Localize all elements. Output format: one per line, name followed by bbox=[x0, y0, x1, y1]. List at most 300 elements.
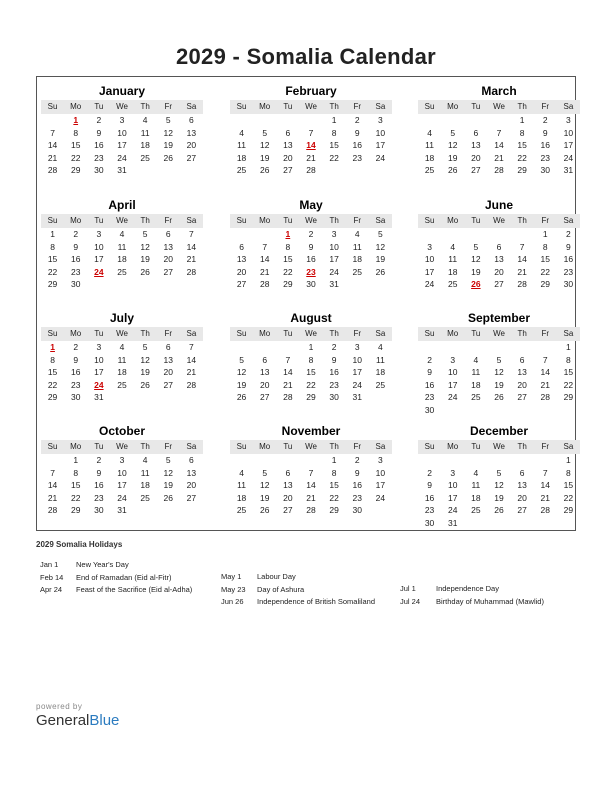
holiday-day: 14 bbox=[306, 140, 316, 150]
day-cell: 12 bbox=[494, 480, 504, 490]
weekday-label: Mo bbox=[447, 442, 459, 451]
week-row bbox=[41, 379, 203, 392]
day-cell: 16 bbox=[563, 254, 574, 264]
day-cell: 28 bbox=[186, 379, 197, 390]
holiday-day: 1 bbox=[50, 342, 55, 352]
holiday-date: Jul 1 bbox=[400, 584, 416, 593]
week-row bbox=[41, 266, 203, 279]
day-cell: 27 bbox=[186, 152, 197, 163]
day-cell: 12 bbox=[163, 127, 173, 138]
week-row bbox=[418, 467, 580, 480]
day-cell: 7 bbox=[542, 467, 548, 478]
day-cell: 23 bbox=[70, 266, 81, 277]
day-cell: 11 bbox=[117, 354, 127, 365]
day-cell: 7 bbox=[285, 354, 291, 365]
day-cell: 8 bbox=[542, 241, 548, 252]
month-october bbox=[41, 423, 203, 517]
day-cell: 31 bbox=[117, 165, 127, 175]
day-cell: 17 bbox=[329, 254, 339, 264]
day-cell: 15 bbox=[517, 140, 527, 150]
weekday-label: Mo bbox=[259, 442, 271, 451]
weekday-label: Fr bbox=[541, 102, 550, 111]
day-cell: 13 bbox=[471, 140, 481, 150]
day-cell: 10 bbox=[117, 467, 127, 478]
empty-cell bbox=[87, 278, 110, 291]
weekday-label: Sa bbox=[563, 216, 574, 225]
weekday-label: Mo bbox=[259, 102, 271, 111]
day-cell: 3 bbox=[96, 229, 102, 239]
page-title: 2029 - Somalia Calendar bbox=[175, 44, 437, 69]
day-cell: 2 bbox=[96, 115, 102, 125]
day-cell: 2 bbox=[331, 342, 337, 352]
day-cell: 30 bbox=[94, 505, 104, 515]
day-cell: 26 bbox=[163, 492, 173, 503]
day-cell: 24 bbox=[375, 152, 386, 163]
week-row bbox=[230, 164, 392, 177]
day-cell: 6 bbox=[262, 354, 268, 365]
empty-cell bbox=[487, 228, 510, 241]
day-cell: 26 bbox=[259, 165, 270, 175]
holiday-column bbox=[221, 571, 375, 609]
day-cell: 5 bbox=[262, 127, 268, 138]
day-cell: 4 bbox=[119, 342, 125, 352]
day-cell: 16 bbox=[352, 140, 362, 150]
day-cell: 14 bbox=[186, 241, 197, 252]
day-cell: 4 bbox=[142, 115, 148, 125]
day-cell: 12 bbox=[494, 367, 504, 377]
month-name: April bbox=[108, 198, 136, 212]
day-cell: 5 bbox=[450, 127, 456, 138]
day-cell: 23 bbox=[329, 379, 339, 390]
holiday-day: 24 bbox=[94, 266, 104, 277]
day-cell: 11 bbox=[471, 367, 481, 377]
empty-cell bbox=[464, 228, 487, 241]
weekday-label: We bbox=[116, 102, 128, 111]
holiday-name: Independence Day bbox=[436, 584, 499, 593]
month-january bbox=[41, 83, 203, 177]
week-row bbox=[418, 366, 580, 379]
weekday-label: Fr bbox=[353, 216, 362, 225]
empty-cell bbox=[441, 341, 464, 354]
day-cell: 21 bbox=[47, 492, 58, 503]
empty-cell bbox=[534, 404, 557, 417]
holiday-name: Feast of the Sacrifice (Eid al-Adha) bbox=[76, 585, 193, 594]
empty-cell bbox=[110, 278, 133, 291]
day-cell: 19 bbox=[140, 254, 150, 264]
month-name: May bbox=[299, 198, 323, 212]
day-cell: 29 bbox=[563, 505, 574, 515]
week-row bbox=[230, 504, 392, 517]
holiday-row bbox=[221, 596, 375, 609]
day-cell: 13 bbox=[517, 367, 527, 377]
month-april bbox=[41, 197, 203, 291]
day-cell: 17 bbox=[424, 266, 435, 277]
weekday-label: Mo bbox=[447, 329, 459, 338]
empty-cell bbox=[418, 341, 441, 354]
weekday-label: Tu bbox=[283, 442, 293, 451]
day-cell: 31 bbox=[94, 392, 104, 402]
weekday-label: Sa bbox=[186, 102, 197, 111]
day-cell: 24 bbox=[375, 492, 386, 503]
day-cell: 9 bbox=[542, 127, 548, 138]
day-cell: 19 bbox=[375, 254, 386, 264]
day-cell: 12 bbox=[375, 241, 386, 252]
empty-cell bbox=[511, 341, 534, 354]
day-cell: 30 bbox=[306, 279, 316, 289]
day-cell: 15 bbox=[47, 367, 58, 377]
day-cell: 20 bbox=[163, 367, 173, 377]
empty-cell bbox=[41, 114, 64, 127]
day-cell: 1 bbox=[566, 342, 571, 352]
month-name: October bbox=[98, 424, 145, 438]
day-cell: 10 bbox=[375, 467, 386, 478]
empty-cell bbox=[369, 504, 392, 517]
day-cell: 7 bbox=[308, 467, 314, 478]
day-cell: 17 bbox=[94, 254, 104, 264]
weekday-label: Sa bbox=[563, 102, 574, 111]
day-cell: 27 bbox=[494, 279, 504, 289]
weekday-label: We bbox=[305, 216, 317, 225]
week-row bbox=[41, 114, 203, 127]
day-cell: 1 bbox=[308, 342, 314, 352]
day-cell: 19 bbox=[163, 140, 173, 150]
day-cell: 22 bbox=[517, 152, 527, 163]
week-row bbox=[41, 278, 203, 291]
weekday-label: Su bbox=[236, 216, 247, 225]
empty-cell bbox=[557, 517, 580, 530]
day-cell: 25 bbox=[140, 152, 150, 163]
day-cell: 2 bbox=[308, 229, 314, 239]
weekday-label: We bbox=[493, 102, 505, 111]
day-cell: 21 bbox=[259, 266, 270, 277]
empty-cell bbox=[511, 228, 534, 241]
day-cell: 8 bbox=[566, 467, 571, 478]
day-cell: 7 bbox=[50, 467, 55, 478]
empty-cell bbox=[157, 164, 180, 177]
day-cell: 27 bbox=[283, 505, 293, 515]
day-cell: 11 bbox=[237, 140, 246, 150]
day-cell: 25 bbox=[117, 379, 127, 390]
day-cell: 27 bbox=[517, 392, 527, 402]
weekday-label: Sa bbox=[563, 442, 574, 451]
day-cell: 7 bbox=[308, 127, 314, 138]
weekday-header bbox=[41, 327, 203, 341]
weekday-label: Mo bbox=[259, 216, 271, 225]
weekday-label: We bbox=[305, 329, 317, 338]
day-cell: 26 bbox=[140, 379, 150, 390]
month-may bbox=[230, 197, 392, 291]
day-cell: 27 bbox=[163, 379, 173, 390]
holiday-row bbox=[221, 584, 375, 597]
holiday-name: End of Ramadan (Eid al-Fitr) bbox=[76, 572, 172, 582]
empty-cell bbox=[534, 454, 557, 467]
month-name: June bbox=[484, 198, 513, 212]
week-row bbox=[418, 391, 580, 404]
week-row bbox=[230, 391, 392, 404]
week-row bbox=[230, 253, 392, 266]
empty-cell bbox=[276, 454, 299, 467]
empty-cell bbox=[534, 341, 557, 354]
day-cell: 7 bbox=[496, 127, 502, 138]
day-cell: 20 bbox=[471, 152, 481, 163]
day-cell: 13 bbox=[186, 127, 197, 138]
week-row bbox=[418, 241, 580, 254]
holiday-row bbox=[40, 584, 192, 597]
day-cell: 6 bbox=[189, 455, 194, 465]
weekday-label: We bbox=[305, 102, 317, 111]
day-cell: 14 bbox=[540, 480, 550, 490]
day-cell: 6 bbox=[189, 115, 194, 125]
day-cell: 18 bbox=[471, 379, 481, 390]
day-cell: 4 bbox=[473, 467, 479, 478]
month-september bbox=[418, 310, 580, 416]
weekday-label: Su bbox=[236, 329, 247, 338]
day-cell: 24 bbox=[447, 505, 458, 515]
day-cell: 24 bbox=[329, 266, 339, 277]
day-cell: 12 bbox=[259, 480, 270, 490]
day-cell: 9 bbox=[73, 354, 79, 365]
empty-cell bbox=[418, 454, 441, 467]
empty-cell bbox=[441, 404, 464, 417]
empty-cell bbox=[441, 454, 464, 467]
day-cell: 9 bbox=[427, 367, 432, 377]
weekday-header bbox=[418, 100, 580, 114]
day-cell: 21 bbox=[540, 492, 550, 503]
day-cell: 6 bbox=[285, 127, 291, 138]
day-cell: 3 bbox=[378, 455, 383, 465]
weekday-label: Fr bbox=[164, 216, 173, 225]
day-cell: 26 bbox=[494, 392, 504, 402]
day-cell: 19 bbox=[163, 480, 173, 490]
weekday-label: Sa bbox=[186, 442, 197, 451]
weekday-label: Th bbox=[329, 329, 339, 338]
day-cell: 23 bbox=[94, 492, 104, 503]
day-cell: 10 bbox=[94, 354, 104, 365]
holiday-name: Birthday of Muhammad (Mawlid) bbox=[436, 596, 544, 606]
weekday-label: Mo bbox=[70, 102, 82, 111]
day-cell: 18 bbox=[424, 152, 435, 163]
month-name: July bbox=[109, 311, 134, 325]
day-cell: 8 bbox=[308, 354, 314, 365]
week-row bbox=[41, 228, 203, 241]
month-august bbox=[230, 310, 392, 404]
holiday-name: New Year's Day bbox=[76, 560, 129, 569]
week-row bbox=[41, 127, 203, 140]
weekday-label: We bbox=[493, 329, 505, 338]
holidays-title: 2029 Somalia Holidays bbox=[36, 540, 123, 549]
day-cell: 29 bbox=[47, 392, 58, 402]
week-row bbox=[41, 152, 203, 165]
empty-cell bbox=[41, 454, 64, 467]
month-name: January bbox=[98, 84, 146, 98]
month-name: November bbox=[281, 424, 341, 438]
weekday-label: Sa bbox=[375, 216, 386, 225]
weekday-label: Th bbox=[140, 102, 150, 111]
holiday-date: Jul 24 bbox=[400, 596, 421, 606]
weekday-header bbox=[230, 100, 392, 114]
day-cell: 4 bbox=[473, 354, 479, 365]
day-cell: 12 bbox=[259, 140, 270, 150]
week-row bbox=[41, 139, 203, 152]
weekday-label: Sa bbox=[375, 442, 386, 451]
weekday-label: Th bbox=[329, 102, 339, 111]
holiday-date: Apr 24 bbox=[40, 585, 63, 594]
holiday-day: 23 bbox=[306, 266, 316, 277]
weekday-label: Su bbox=[236, 102, 247, 111]
day-cell: 19 bbox=[494, 492, 504, 503]
day-cell: 23 bbox=[352, 152, 362, 163]
day-cell: 13 bbox=[259, 367, 270, 377]
day-cell: 17 bbox=[117, 480, 127, 490]
day-cell: 29 bbox=[306, 392, 316, 402]
day-cell: 5 bbox=[496, 467, 502, 478]
holiday-column bbox=[400, 583, 544, 608]
day-cell: 28 bbox=[494, 165, 504, 175]
day-cell: 5 bbox=[165, 455, 171, 465]
empty-cell bbox=[180, 391, 203, 404]
day-cell: 20 bbox=[283, 152, 293, 163]
week-row bbox=[230, 467, 392, 480]
day-cell: 24 bbox=[447, 392, 458, 402]
day-cell: 19 bbox=[259, 492, 270, 503]
week-row bbox=[41, 164, 203, 177]
day-cell: 25 bbox=[471, 392, 481, 402]
day-cell: 16 bbox=[329, 367, 339, 377]
weekday-label: Fr bbox=[164, 329, 173, 338]
weekday-label: Su bbox=[47, 102, 58, 111]
day-cell: 28 bbox=[517, 279, 527, 289]
week-row bbox=[230, 114, 392, 127]
day-cell: 2 bbox=[427, 467, 432, 478]
empty-cell bbox=[323, 164, 346, 177]
day-cell: 13 bbox=[163, 241, 173, 252]
day-cell: 3 bbox=[119, 455, 125, 465]
day-cell: 2 bbox=[566, 229, 571, 239]
day-cell: 25 bbox=[117, 266, 127, 277]
day-cell: 29 bbox=[329, 505, 339, 515]
day-cell: 13 bbox=[283, 140, 293, 150]
month-name: March bbox=[481, 84, 517, 98]
day-cell: 5 bbox=[142, 342, 148, 352]
day-cell: 6 bbox=[285, 467, 291, 478]
day-cell: 8 bbox=[50, 354, 55, 365]
day-cell: 2 bbox=[73, 229, 79, 239]
day-cell: 7 bbox=[189, 342, 194, 352]
day-cell: 2 bbox=[96, 455, 102, 465]
week-row bbox=[41, 354, 203, 367]
empty-cell bbox=[230, 454, 253, 467]
week-row bbox=[418, 504, 580, 517]
day-cell: 7 bbox=[519, 241, 525, 252]
holiday-row bbox=[400, 583, 544, 596]
day-cell: 3 bbox=[427, 241, 432, 252]
holiday-date: Jan 1 bbox=[40, 560, 59, 569]
weekday-label: Su bbox=[47, 216, 58, 225]
weekday-header bbox=[230, 440, 392, 454]
day-cell: 1 bbox=[566, 455, 571, 465]
day-cell: 30 bbox=[70, 392, 81, 402]
day-cell: 5 bbox=[142, 229, 148, 239]
day-cell: 21 bbox=[186, 254, 197, 264]
empty-cell bbox=[464, 341, 487, 354]
holiday-row bbox=[221, 571, 375, 584]
day-cell: 26 bbox=[447, 165, 458, 175]
weekday-label: Tu bbox=[283, 216, 293, 225]
generalblue-logo[interactable] bbox=[36, 712, 119, 729]
day-cell: 2 bbox=[354, 455, 360, 465]
day-cell: 9 bbox=[331, 354, 337, 365]
week-row bbox=[41, 341, 203, 354]
day-cell: 28 bbox=[540, 505, 550, 515]
day-cell: 29 bbox=[283, 279, 293, 289]
powered-by-label: powered by bbox=[36, 702, 83, 711]
weekday-label: Mo bbox=[70, 216, 82, 225]
holiday-date: May 23 bbox=[221, 584, 246, 594]
weekday-label: Fr bbox=[541, 442, 550, 451]
day-cell: 8 bbox=[331, 127, 337, 138]
day-cell: 24 bbox=[117, 152, 127, 163]
day-cell: 21 bbox=[47, 152, 58, 163]
empty-cell bbox=[253, 341, 276, 354]
week-row bbox=[418, 517, 580, 530]
week-row bbox=[41, 253, 203, 266]
day-cell: 31 bbox=[329, 279, 339, 289]
day-cell: 9 bbox=[73, 241, 79, 252]
day-cell: 1 bbox=[50, 229, 55, 239]
empty-cell bbox=[230, 341, 253, 354]
empty-cell bbox=[534, 517, 557, 530]
day-cell: 3 bbox=[378, 115, 383, 125]
week-row bbox=[418, 228, 580, 241]
weekday-label: Th bbox=[517, 329, 527, 338]
weekday-label: Th bbox=[329, 442, 339, 451]
day-cell: 5 bbox=[378, 229, 383, 239]
day-cell: 2 bbox=[354, 115, 360, 125]
day-cell: 17 bbox=[447, 492, 458, 503]
day-cell: 24 bbox=[563, 152, 574, 163]
day-cell: 23 bbox=[424, 505, 435, 515]
weekday-label: Sa bbox=[563, 329, 574, 338]
week-row bbox=[418, 164, 580, 177]
day-cell: 28 bbox=[306, 505, 316, 515]
day-cell: 1 bbox=[542, 229, 548, 239]
day-cell: 15 bbox=[563, 367, 574, 377]
day-cell: 19 bbox=[471, 266, 481, 277]
day-cell: 11 bbox=[471, 480, 481, 490]
weekday-header bbox=[230, 214, 392, 228]
weekday-label: Mo bbox=[259, 329, 271, 338]
day-cell: 14 bbox=[47, 140, 58, 150]
day-cell: 26 bbox=[140, 266, 150, 277]
day-cell: 14 bbox=[517, 254, 527, 264]
weekday-label: Sa bbox=[375, 102, 386, 111]
week-row bbox=[418, 454, 580, 467]
weekday-label: We bbox=[116, 216, 128, 225]
day-cell: 24 bbox=[424, 279, 435, 289]
day-cell: 4 bbox=[354, 229, 360, 239]
week-row bbox=[418, 492, 580, 505]
day-cell: 23 bbox=[94, 152, 104, 163]
day-cell: 28 bbox=[540, 392, 550, 402]
day-cell: 17 bbox=[352, 367, 362, 377]
empty-cell bbox=[253, 114, 276, 127]
holiday-row bbox=[40, 559, 192, 572]
weekday-label: Tu bbox=[283, 329, 293, 338]
empty-cell bbox=[418, 228, 441, 241]
week-row bbox=[418, 354, 580, 367]
day-cell: 13 bbox=[236, 254, 247, 264]
holiday-column bbox=[40, 559, 192, 597]
